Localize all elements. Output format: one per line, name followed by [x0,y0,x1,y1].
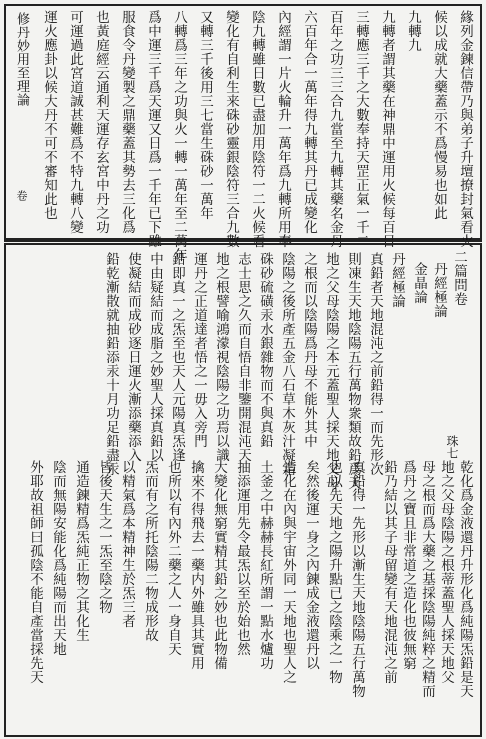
text-column: 丹經極論 [389,252,405,308]
text-column: 陰陽之後所產五金八石草木灰汁凝霜 [279,252,295,476]
section-subtitle-2: 金晶論 [411,262,427,304]
text-column: 之根而以陰陽爲丹母不能外其中 [301,252,317,448]
text-column: 乾化爲金液還丹升形化爲純陽炁鉛是天 [457,460,473,698]
text-column: 變化有自利生来硃砂靈銀陰符三合九數 [223,10,239,248]
text-column: 地之父母陰陽之根蒂蓋聖人採天地父 [438,460,454,684]
text-column: 也所以有內外二藥之人一身自天 [165,460,181,656]
text-column: 母之根而爲大藥之基採陰陽純粹之精而 [419,460,435,698]
text-column: 鉛即真一之炁至也天人元陽真炁逢 [169,252,185,462]
text-column: 陰而無陽安能化爲純陽而出天地 [50,460,66,656]
text-column: 陰九轉雖日數已盡加用陰符一二火候看 [249,10,265,248]
text-column: 百年之功三三合九當至九轉其藥名金丹 [327,10,343,248]
text-column: 鉛乃結以其子母留變有天地混沌之前 [381,460,397,684]
text-column: 九轉者謂其藥在神鼎中運用火候每百日 [379,10,395,248]
text-column: 三轉應三千之大數奉持天罡正氣一千二 [353,10,369,248]
text-column: 外耶故祖師曰孤陰不能自產當採先天 [27,460,43,684]
text-column: 爲丹之寶且非常道之造化也彼無窮 [400,460,416,670]
text-column: 土釜之中赫赫長紅所謂一點水爐功 [257,460,273,670]
text-column: 也以先天地之陽升點已之陰乘之一物 [326,460,342,684]
text-column: 運火應卦以候大丹不可不審知此也 [41,10,57,220]
page-divider [4,240,482,242]
text-column: 服食令丹變製之鼎藥蓋其勢去三化爲 [119,10,135,234]
top-footer-title: 修丹妙用至理論 [14,12,29,107]
text-column: 以精氣爲本精神生於炁三者 [119,460,135,628]
text-column: 硃砂硫磺汞水銀雜物而不與真鉛 [257,252,273,448]
text-column: 內經謂一片火輪升一萬年爲九轉所用奉 [275,10,291,248]
page-number-mark: 珠七 [445,435,459,459]
section-heading: 二篇問卷 [451,250,467,306]
text-column: 六百年合一萬年得九轉其丹已成變化 [301,10,317,234]
text-column: 爲中運三千爲天運又日爲一千年已下雖 [145,10,161,248]
text-column: 擒來不得飛去一藥内外雖具其實用 [188,460,204,670]
text-column: 通造鍊精爲炁純正物之其化生 [73,460,89,642]
text-column: 可運過此宮道誠甚難爲不特九轉八變 [67,10,83,234]
text-column: 大變化無窮實精其鉛之妙也此物備 [211,460,227,670]
text-column: 則凍生天地陰陽五行萬物衆類故鉛爲天 [345,252,361,490]
section-subtitle-1: 丹經極論 [431,262,447,318]
text-column: 志士思之久而自悟自非鑒開混沌天 [235,252,251,462]
text-column: 地之根譬喻鴻濛視陰陽之功焉以識 [213,252,229,462]
text-column: 又轉三千後用三七當生硃砂一萬年 [197,10,213,220]
text-column: 運丹之正道達者悟之一毋入旁門 [191,252,207,448]
text-column: 皆後天生之一炁至陰之物 [96,460,112,614]
text-column: 八轉爲三年之功與火一轉一萬年至二萬年 [171,10,187,262]
text-column: 真鉛者天地混沌之前鉛得一而先形次 [367,252,383,476]
text-column: 緣列金鍊信帶乃與弟子升壇撩封氣看火 [457,10,473,248]
text-column: 真鉛得一先形以漸生天地陰陽五行萬物 [349,460,365,698]
text-column: 鉛乾漸散就抽鉛添汞十月功足鉛盡汞 [103,252,119,476]
text-column: 候以成就大藥蓋示不爲慢易也如此 [431,10,447,220]
text-column: 九轉九 [405,10,421,52]
text-column: 中由疑結而成脂之妙聖人採真鉛以 [147,252,163,462]
text-column: 地之父母陰陽之本元蓋聖人採天地父母 [323,252,339,490]
text-column: 炁而有之所托陰陽二物成形故 [142,460,158,642]
text-column: 矣然後運一身之內鍊成金液還丹以 [303,460,319,670]
text-column: 使凝結而成砂逐日運火漸添藥添入 [125,252,141,462]
text-column: 造化在內與宇宙外同一天地也聖人之 [280,460,296,684]
top-footer-volume: 卷 [15,190,28,202]
text-column: 抽添運用先令最炁以至於始也然 [234,460,250,656]
text-column: 也黃庭經云通利天運存玄宮中丹之功 [93,10,109,234]
